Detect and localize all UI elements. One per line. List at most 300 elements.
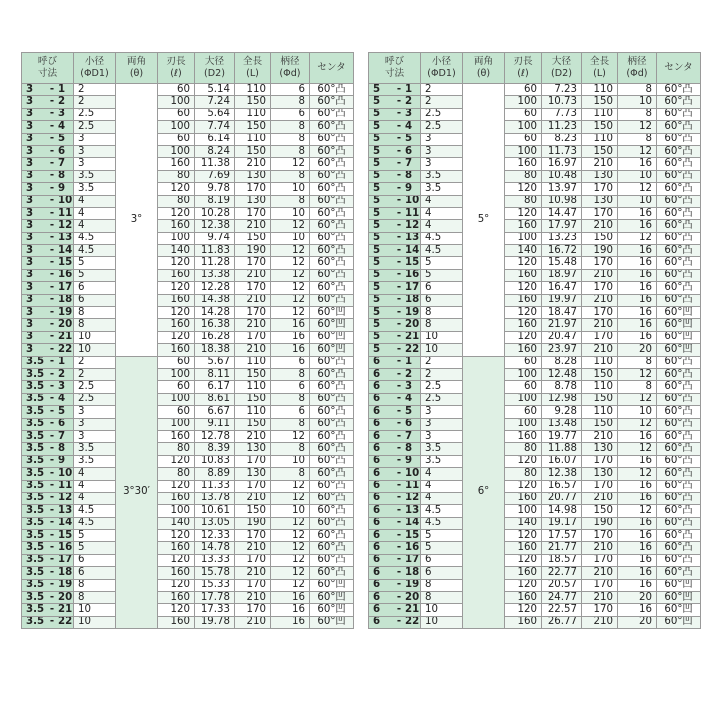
table-row: [369, 554, 701, 566]
cell-total-length: 110: [235, 406, 271, 418]
cell-d2: 8.78: [542, 381, 582, 393]
cell-d1: 3: [421, 418, 463, 430]
cell-blade-length: 160: [505, 220, 542, 232]
cell-blade-length: 100: [158, 232, 195, 244]
table-row: [22, 195, 354, 207]
table-row: [369, 567, 701, 579]
table-row: [369, 616, 701, 628]
header-blade-length: 刃長 (ℓ): [158, 53, 195, 84]
table-row: [369, 195, 701, 207]
cell-size: 3 - 18: [22, 294, 74, 306]
cell-d2: 16.57: [542, 480, 582, 492]
cell-size: 3.5 - 9: [22, 455, 74, 467]
cell-shank-dia: 10: [271, 455, 310, 467]
cell-center: 60°凹: [310, 344, 354, 356]
cell-d2: 18.57: [542, 554, 582, 566]
cell-size: 5 - 5: [369, 133, 421, 145]
cell-center: 60°凸: [310, 418, 354, 430]
cell-center: 60°凸: [310, 542, 354, 554]
cell-shank-dia: 16: [618, 331, 657, 343]
cell-d1: 2.5: [74, 121, 116, 133]
table-row: [369, 232, 701, 244]
table-row: [369, 307, 701, 319]
cell-center: 60°凹: [657, 604, 701, 616]
cell-total-length: 150: [235, 368, 271, 380]
cell-total-length: 110: [582, 406, 618, 418]
cell-d1: 3: [74, 418, 116, 430]
cell-d1: 8: [421, 319, 463, 331]
cell-total-length: 150: [235, 232, 271, 244]
cell-size: 6 - 12: [369, 492, 421, 504]
cell-size: 3.5 - 19: [22, 579, 74, 591]
table-row: [22, 505, 354, 517]
table-row: [369, 145, 701, 157]
spec-table-left: [21, 52, 354, 629]
cell-total-length: 210: [582, 220, 618, 232]
cell-center: 60°凸: [310, 269, 354, 281]
table-row: [22, 269, 354, 281]
cell-total-length: 170: [582, 480, 618, 492]
cell-blade-length: 100: [158, 418, 195, 430]
table-row: [369, 96, 701, 108]
cell-d1: 4.5: [74, 505, 116, 517]
cell-blade-length: 160: [505, 592, 542, 604]
cell-d2: 12.48: [542, 368, 582, 380]
cell-shank-dia: 8: [271, 468, 310, 480]
cell-d2: 8.89: [195, 468, 235, 480]
cell-center: 60°凸: [310, 505, 354, 517]
cell-blade-length: 100: [505, 121, 542, 133]
table-row: [22, 530, 354, 542]
cell-shank-dia: 12: [271, 542, 310, 554]
table-row: [22, 554, 354, 566]
cell-d2: 11.38: [195, 158, 235, 170]
cell-d1: 4.5: [421, 245, 463, 257]
cell-d2: 6.14: [195, 133, 235, 145]
cell-d2: 11.88: [542, 443, 582, 455]
cell-d1: 4.5: [74, 232, 116, 244]
cell-total-length: 170: [582, 183, 618, 195]
cell-size: 3.5 - 6: [22, 418, 74, 430]
cell-d2: 12.33: [195, 530, 235, 542]
cell-shank-dia: 12: [271, 530, 310, 542]
header-d1: 小径 (ΦD1): [421, 53, 463, 84]
cell-center: 60°凸: [310, 567, 354, 579]
cell-shank-dia: 16: [618, 542, 657, 554]
cell-size: 3 - 15: [22, 257, 74, 269]
cell-size: 3 - 9: [22, 183, 74, 195]
cell-total-length: 210: [235, 319, 271, 331]
table-row: [22, 468, 354, 480]
cell-blade-length: 80: [158, 443, 195, 455]
header-size: 呼び 寸法: [369, 53, 421, 84]
table-row: [369, 530, 701, 542]
cell-d1: 3: [421, 133, 463, 145]
cell-size: 5 - 22: [369, 344, 421, 356]
cell-shank-dia: 12: [271, 158, 310, 170]
cell-center: 60°凸: [657, 294, 701, 306]
cell-shank-dia: 12: [271, 220, 310, 232]
table-row: [22, 517, 354, 529]
table-row: [22, 183, 354, 195]
cell-total-length: 190: [235, 245, 271, 257]
cell-d1: 3: [74, 430, 116, 442]
cell-center: 60°凸: [657, 542, 701, 554]
header-angle: 両角 (θ): [116, 53, 158, 84]
cell-blade-length: 100: [505, 96, 542, 108]
cell-shank-dia: 8: [271, 393, 310, 405]
cell-blade-length: 140: [505, 245, 542, 257]
cell-shank-dia: 8: [271, 418, 310, 430]
cell-center: 60°凸: [310, 468, 354, 480]
cell-d1: 2.5: [421, 121, 463, 133]
cell-d1: 5: [74, 542, 116, 554]
cell-center: 60°凸: [657, 406, 701, 418]
cell-center: 60°凸: [657, 195, 701, 207]
table-row: [369, 220, 701, 232]
cell-d2: 20.47: [542, 331, 582, 343]
cell-blade-length: 100: [505, 418, 542, 430]
cell-blade-length: 60: [505, 406, 542, 418]
cell-total-length: 210: [582, 158, 618, 170]
cell-center: 60°凹: [310, 319, 354, 331]
cell-d2: 16.38: [195, 319, 235, 331]
cell-center: 60°凹: [657, 592, 701, 604]
cell-d2: 20.77: [542, 492, 582, 504]
cell-total-length: 170: [582, 554, 618, 566]
cell-total-length: 210: [582, 542, 618, 554]
cell-center: 60°凸: [657, 505, 701, 517]
cell-center: 60°凸: [657, 393, 701, 405]
cell-blade-length: 80: [158, 195, 195, 207]
cell-d2: 10.48: [542, 170, 582, 182]
cell-shank-dia: 12: [271, 282, 310, 294]
cell-shank-dia: 6: [271, 108, 310, 120]
header-total-length: 全長 (L): [235, 53, 271, 84]
cell-blade-length: 100: [505, 368, 542, 380]
cell-d1: 8: [74, 307, 116, 319]
cell-d2: 24.77: [542, 592, 582, 604]
cell-blade-length: 160: [158, 319, 195, 331]
cell-d1: 4: [74, 207, 116, 219]
table-row: [22, 257, 354, 269]
cell-d1: 4: [74, 220, 116, 232]
cell-center: 60°凸: [310, 368, 354, 380]
cell-blade-length: 160: [158, 542, 195, 554]
cell-size: 6 - 11: [369, 480, 421, 492]
table-row: [22, 121, 354, 133]
cell-blade-length: 120: [505, 455, 542, 467]
table-row: [369, 468, 701, 480]
cell-blade-length: 160: [158, 344, 195, 356]
cell-d2: 23.97: [542, 344, 582, 356]
cell-total-length: 170: [582, 207, 618, 219]
cell-d2: 13.78: [195, 492, 235, 504]
cell-d2: 8.19: [195, 195, 235, 207]
table-row: [22, 406, 354, 418]
cell-total-length: 170: [235, 554, 271, 566]
cell-center: 60°凸: [310, 381, 354, 393]
cell-blade-length: 60: [158, 133, 195, 145]
cell-blade-length: 160: [505, 294, 542, 306]
cell-shank-dia: 8: [271, 443, 310, 455]
cell-total-length: 130: [235, 170, 271, 182]
cell-blade-length: 60: [158, 84, 195, 96]
cell-d2: 14.98: [542, 505, 582, 517]
table-row: [369, 418, 701, 430]
cell-total-length: 150: [235, 418, 271, 430]
cell-size: 3.5 - 7: [22, 430, 74, 442]
table-row: [22, 220, 354, 232]
table-row: [369, 368, 701, 380]
cell-total-length: 170: [582, 579, 618, 591]
cell-size: 5 - 12: [369, 220, 421, 232]
cell-shank-dia: 16: [618, 567, 657, 579]
cell-total-length: 150: [582, 145, 618, 157]
cell-center: 60°凹: [657, 616, 701, 628]
cell-center: 60°凸: [657, 418, 701, 430]
cell-center: 60°凸: [657, 554, 701, 566]
table-row: [22, 430, 354, 442]
cell-size: 6 - 7: [369, 430, 421, 442]
cell-d2: 15.33: [195, 579, 235, 591]
cell-total-length: 170: [235, 207, 271, 219]
cell-size: 3 - 20: [22, 319, 74, 331]
cell-d2: 17.78: [195, 592, 235, 604]
table-row: [22, 84, 354, 96]
cell-blade-length: 160: [505, 319, 542, 331]
cell-blade-length: 160: [158, 269, 195, 281]
cell-size: 3.5 - 16: [22, 542, 74, 554]
cell-d1: 4: [421, 220, 463, 232]
spec-table-right: [368, 52, 701, 629]
cell-d1: 8: [74, 592, 116, 604]
cell-size: 3 - 4: [22, 121, 74, 133]
cell-blade-length: 60: [505, 381, 542, 393]
cell-d1: 6: [74, 294, 116, 306]
cell-size: 3 - 6: [22, 145, 74, 157]
cell-d1: 3: [74, 406, 116, 418]
cell-d2: 10.28: [195, 207, 235, 219]
cell-center: 60°凹: [657, 307, 701, 319]
cell-center: 60°凸: [310, 195, 354, 207]
cell-d2: 17.57: [542, 530, 582, 542]
cell-d1: 6: [74, 282, 116, 294]
cell-shank-dia: 6: [271, 84, 310, 96]
cell-total-length: 150: [235, 393, 271, 405]
cell-center: 60°凸: [310, 96, 354, 108]
table-row: [22, 356, 354, 368]
table-row: [369, 542, 701, 554]
cell-size: 3.5 - 5: [22, 406, 74, 418]
cell-center: 60°凸: [310, 480, 354, 492]
cell-blade-length: 60: [158, 406, 195, 418]
cell-size: 3.5 - 20: [22, 592, 74, 604]
cell-blade-length: 120: [505, 183, 542, 195]
cell-total-length: 210: [582, 616, 618, 628]
cell-center: 60°凸: [657, 282, 701, 294]
cell-shank-dia: 8: [271, 133, 310, 145]
cell-center: 60°凸: [310, 158, 354, 170]
cell-d2: 16.47: [542, 282, 582, 294]
cell-d2: 19.77: [542, 430, 582, 442]
table-body: [22, 84, 354, 629]
header-blade-length: 刃長 (ℓ): [505, 53, 542, 84]
cell-size: 3 - 8: [22, 170, 74, 182]
cell-d2: 17.97: [542, 220, 582, 232]
cell-blade-length: 160: [505, 492, 542, 504]
cell-blade-length: 60: [158, 108, 195, 120]
cell-angle: 3°30′: [116, 356, 158, 629]
cell-total-length: 170: [235, 257, 271, 269]
cell-total-length: 210: [582, 492, 618, 504]
table-row: [22, 579, 354, 591]
cell-shank-dia: 8: [271, 368, 310, 380]
cell-shank-dia: 12: [271, 480, 310, 492]
cell-blade-length: 120: [158, 455, 195, 467]
cell-d2: 8.39: [195, 443, 235, 455]
cell-d1: 3: [421, 406, 463, 418]
cell-d1: 4: [421, 480, 463, 492]
table-row: [369, 604, 701, 616]
cell-shank-dia: 8: [618, 108, 657, 120]
cell-blade-length: 120: [505, 207, 542, 219]
cell-d1: 3.5: [74, 455, 116, 467]
cell-total-length: 110: [235, 356, 271, 368]
cell-blade-length: 120: [505, 530, 542, 542]
cell-shank-dia: 12: [618, 418, 657, 430]
cell-angle: 6°: [463, 356, 505, 629]
cell-total-length: 210: [582, 294, 618, 306]
cell-blade-length: 140: [158, 245, 195, 257]
cell-d1: 3.5: [74, 183, 116, 195]
table-row: [22, 282, 354, 294]
cell-d2: 14.38: [195, 294, 235, 306]
cell-d1: 10: [421, 344, 463, 356]
cell-size: 6 - 10: [369, 468, 421, 480]
header-center: センタ: [657, 53, 701, 84]
cell-total-length: 170: [235, 579, 271, 591]
cell-center: 60°凸: [310, 443, 354, 455]
cell-d2: 11.33: [195, 480, 235, 492]
cell-total-length: 110: [235, 108, 271, 120]
cell-blade-length: 80: [158, 468, 195, 480]
cell-blade-length: 100: [505, 232, 542, 244]
cell-total-length: 210: [235, 294, 271, 306]
cell-center: 60°凸: [310, 108, 354, 120]
table-row: [22, 158, 354, 170]
cell-size: 3 - 10: [22, 195, 74, 207]
cell-shank-dia: 10: [618, 406, 657, 418]
cell-d2: 5.64: [195, 108, 235, 120]
cell-size: 3.5 - 4: [22, 393, 74, 405]
cell-d1: 3: [421, 158, 463, 170]
cell-shank-dia: 16: [618, 282, 657, 294]
cell-d2: 22.57: [542, 604, 582, 616]
header-d2: 大径 (D2): [195, 53, 235, 84]
cell-size: 6 - 21: [369, 604, 421, 616]
cell-d1: 3.5: [421, 170, 463, 182]
cell-total-length: 170: [235, 331, 271, 343]
cell-total-length: 210: [235, 430, 271, 442]
cell-shank-dia: 16: [618, 257, 657, 269]
cell-d1: 10: [421, 616, 463, 628]
cell-d2: 13.33: [195, 554, 235, 566]
cell-size: 5 - 10: [369, 195, 421, 207]
cell-total-length: 190: [582, 517, 618, 529]
cell-total-length: 150: [582, 393, 618, 405]
cell-total-length: 170: [582, 455, 618, 467]
cell-center: 60°凹: [657, 579, 701, 591]
cell-d2: 15.78: [195, 567, 235, 579]
table-row: [369, 492, 701, 504]
cell-blade-length: 100: [505, 505, 542, 517]
cell-d1: 2.5: [74, 108, 116, 120]
cell-d1: 2: [421, 84, 463, 96]
cell-blade-length: 120: [158, 579, 195, 591]
cell-center: 60°凸: [657, 443, 701, 455]
cell-d1: 4.5: [421, 232, 463, 244]
cell-center: 60°凸: [310, 183, 354, 195]
cell-shank-dia: 16: [618, 530, 657, 542]
cell-total-length: 210: [582, 344, 618, 356]
cell-size: 5 - 11: [369, 207, 421, 219]
table-row: [22, 319, 354, 331]
cell-d2: 12.98: [542, 393, 582, 405]
cell-center: 60°凹: [310, 331, 354, 343]
table-row: [22, 133, 354, 145]
cell-center: 60°凸: [310, 170, 354, 182]
cell-d2: 14.78: [195, 542, 235, 554]
cell-center: 60°凸: [657, 567, 701, 579]
cell-d1: 4.5: [421, 517, 463, 529]
cell-blade-length: 120: [158, 282, 195, 294]
cell-d1: 8: [421, 307, 463, 319]
cell-size: 3 - 14: [22, 245, 74, 257]
cell-d2: 8.24: [195, 145, 235, 157]
cell-shank-dia: 16: [271, 604, 310, 616]
cell-d1: 3: [74, 133, 116, 145]
cell-total-length: 170: [235, 530, 271, 542]
table-row: [22, 542, 354, 554]
cell-total-length: 130: [235, 443, 271, 455]
cell-total-length: 170: [235, 480, 271, 492]
cell-d1: 4.5: [74, 517, 116, 529]
cell-center: 60°凸: [310, 245, 354, 257]
cell-blade-length: 120: [158, 307, 195, 319]
cell-blade-length: 120: [158, 331, 195, 343]
cell-blade-length: 160: [505, 542, 542, 554]
cell-size: 3 - 3: [22, 108, 74, 120]
cell-shank-dia: 10: [618, 96, 657, 108]
cell-size: 3 - 7: [22, 158, 74, 170]
cell-blade-length: 140: [505, 517, 542, 529]
cell-shank-dia: 8: [618, 84, 657, 96]
cell-size: 5 - 6: [369, 145, 421, 157]
cell-center: 60°凸: [310, 430, 354, 442]
cell-d2: 8.23: [542, 133, 582, 145]
cell-size: 3.5 - 21: [22, 604, 74, 616]
cell-shank-dia: 10: [271, 207, 310, 219]
table-row: [22, 331, 354, 343]
cell-center: 60°凸: [657, 145, 701, 157]
cell-d1: 2: [421, 96, 463, 108]
cell-d1: 4.5: [74, 245, 116, 257]
cell-blade-length: 160: [158, 220, 195, 232]
cell-total-length: 110: [582, 381, 618, 393]
cell-shank-dia: 12: [618, 505, 657, 517]
cell-d1: 2: [421, 368, 463, 380]
